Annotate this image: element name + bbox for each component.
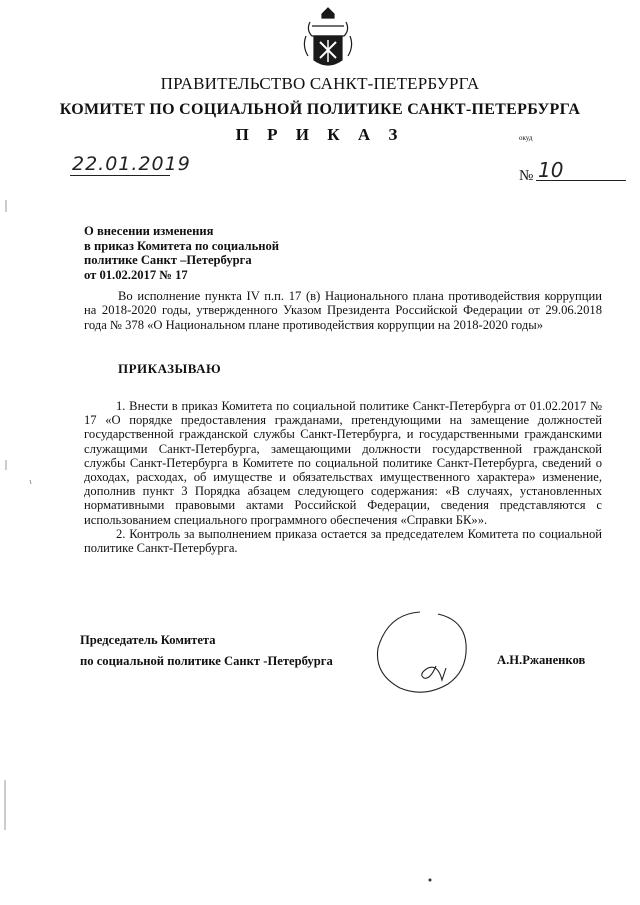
order-date: 22.01.2019 [72, 153, 191, 175]
government-title: ПРАВИТЕЛЬСТВО САНКТ-ПЕТЕРБУРГА [160, 74, 480, 93]
position-line: по социальной политике Санкт -Петербурга [80, 654, 333, 668]
order-number: 10 [538, 158, 564, 182]
okud-label: окуд [519, 134, 533, 142]
committee-title: КОМИТЕТ ПО СОЦИАЛЬНОЙ ПОЛИТИКЕ САНКТ-ПЕТЕРБУРГА [59, 101, 581, 118]
subject-line: О внесении изменения [84, 224, 214, 238]
subject-line: политике Санкт –Петербурга [84, 253, 252, 267]
position-line: Председатель Комитета [80, 633, 216, 647]
order-directive: ПРИКАЗЫВАЮ [118, 361, 222, 376]
subject-line: в приказ Комитета по социальной [84, 238, 280, 253]
clause-1: 1. Внести в приказ Комитета по социальной политике Санкт-Петербурга от 01.02.2017 № 17 «О порядке предоставления гражданами, претендующими на замещение должностей государственной гражданской службы Санкт-Петербурга, и государственными гражданскими служащими Санкт-Петербурга, замещающими должности государственной гражданской службы Санкт-Петербурга в Комитете по социальной политике Санкт-Петербурга, сведений о доходах, расходах, об имуществе и обязательствах имущественного характера» изменение, дополнив пункт 3 Порядка абзацем следующего содержания: «В случаях, установленных нормативными правовыми актами Российской Федерации, сведения представляются с использованием специального программного обеспечения «Справки БК»». [84, 399, 602, 527]
signatory-name: А.Н.Ржаненков [497, 653, 586, 667]
number-label: № [519, 168, 534, 184]
subject-line: от 01.02.2017 № 17 [84, 267, 188, 282]
preamble-paragraph: Во исполнение пункта IV п.п. 17 (в) Национального плана противодействия коррупции на 2018-2020 годы, утвержденного Указом Президента Российской Федерации от 29.06.2018 года № 378 «О Национальном плане противодействия коррупции на 2018-2020 годы» [84, 289, 602, 332]
clause-2: 2. Контроль за выполнением приказа остается за председателем Комитета по социальной политике Санкт-Петербурга. [84, 526, 602, 556]
document-type: П Р И К А З [235, 125, 405, 144]
